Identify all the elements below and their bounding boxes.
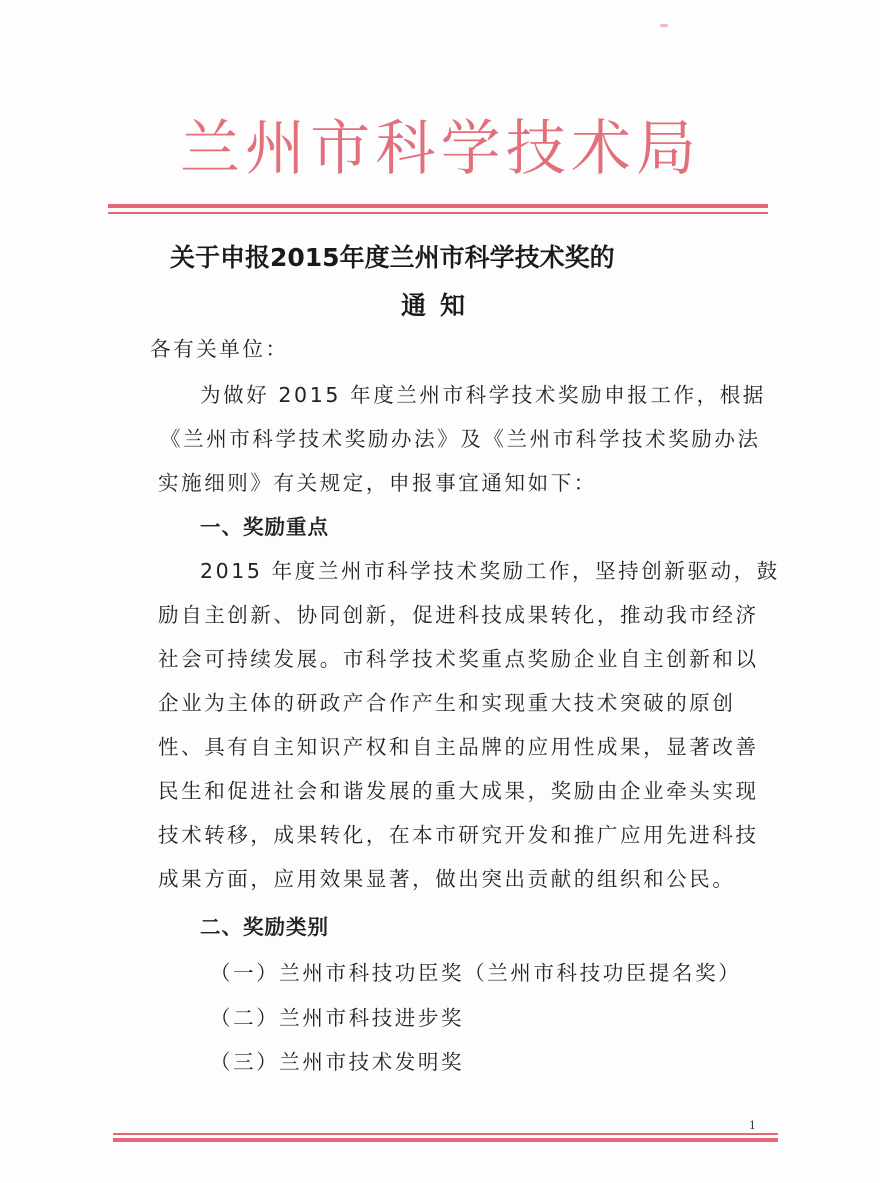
intro-line: 为做好 2015 年度兰州市科学技术奖励申报工作，根据 <box>200 383 766 407</box>
award-category-item: （三）兰州市技术发明奖 <box>210 1050 465 1074</box>
footer-rule-thick <box>113 1138 778 1142</box>
body-line: 民生和促进社会和谐发展的重大成果，奖励由企业牵头实现 <box>158 779 759 803</box>
body-line: 技术转移，成果转化，在本市研究开发和推广应用先进科技 <box>158 823 759 847</box>
body-line: 企业为主体的研政产合作产生和实现重大技术突破的原创 <box>158 691 736 715</box>
section-heading: 二、奖励类别 <box>200 915 329 939</box>
award-category-item: （二）兰州市科技进步奖 <box>210 1006 465 1030</box>
body-line: 励自主创新、协同创新，促进科技成果转化，推动我市经济 <box>158 603 759 627</box>
page-number: 1 <box>749 1117 756 1132</box>
body-line: 2015 年度兰州市科学技术奖励工作，坚持创新驱动，鼓 <box>200 559 780 583</box>
letterhead-rule-thin <box>108 212 768 214</box>
body-line: 社会可持续发展。市科学技术奖重点奖励企业自主创新和以 <box>158 647 759 671</box>
body-line: 成果方面，应用效果显著，做出突出贡献的组织和公民。 <box>158 867 736 891</box>
scan-speck <box>660 24 668 27</box>
letterhead-issuer: 兰州市科学技术局 <box>180 114 700 184</box>
body-line: 性、具有自主知识产权和自主品牌的应用性成果，显著改善 <box>158 735 759 759</box>
intro-line: 《兰州市科学技术奖励办法》及《兰州市科学技术奖励办法 <box>160 427 761 451</box>
document-title: 关于申报2015年度兰州市科学技术奖的 <box>170 243 615 272</box>
letterhead-rule-thick <box>108 204 768 208</box>
award-category-item: （一）兰州市科技功臣奖（兰州市科技功臣提名奖） <box>210 961 742 985</box>
footer-rule-thin <box>113 1133 778 1135</box>
section-heading: 一、奖励重点 <box>200 515 329 539</box>
salutation: 各有关单位： <box>150 337 289 361</box>
intro-line: 实施细则》有关规定，申报事宜通知如下： <box>158 471 597 495</box>
document-title-line2: 通知 <box>400 291 479 320</box>
